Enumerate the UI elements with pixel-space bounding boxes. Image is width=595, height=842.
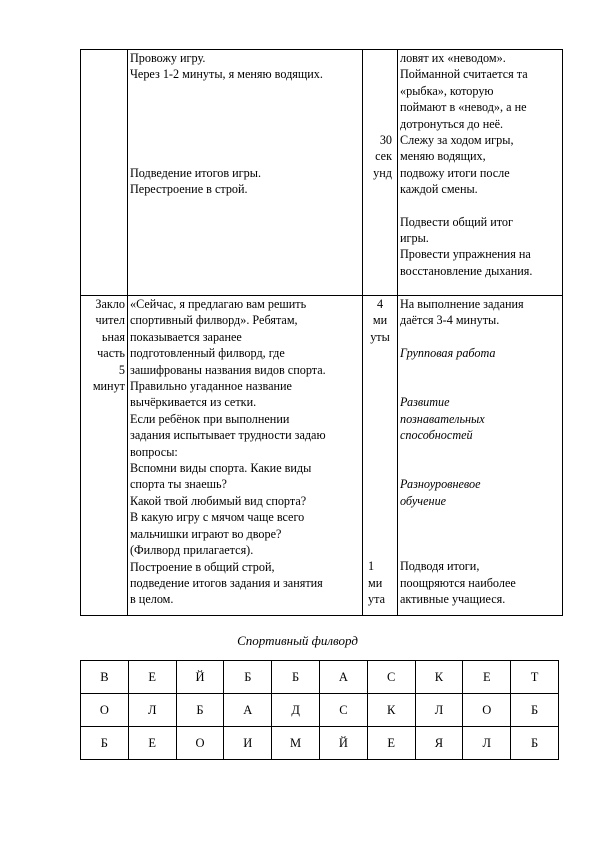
grid-row: [81, 661, 559, 694]
grid-cell[interactable]: Б: [272, 661, 320, 694]
method-label: обучение: [400, 493, 447, 508]
text-line: зашифрованы названия видов спорта.: [130, 362, 326, 377]
spacer: [400, 329, 560, 345]
grid-cell[interactable]: Б: [511, 694, 559, 727]
method-label: Разноуровневое: [400, 477, 481, 492]
text-line: (Филворд прилагается).: [130, 543, 254, 558]
grid-cell[interactable]: Е: [367, 727, 415, 760]
spacer: [400, 443, 560, 476]
stage-cell: [81, 296, 128, 616]
text-line: дотронуться до неё.: [400, 116, 504, 131]
duration-line: ми: [368, 575, 383, 590]
text-line: ловят их «неводом».: [400, 51, 506, 65]
spacer: [400, 509, 560, 558]
grid-cell[interactable]: Л: [415, 694, 463, 727]
duration-line: ми: [372, 313, 388, 328]
text-line: подвожу итоги после: [400, 165, 510, 180]
grid-cell[interactable]: А: [319, 661, 367, 694]
grid-cell[interactable]: Й: [176, 661, 224, 694]
grid-cell[interactable]: В: [81, 661, 129, 694]
text-line: каждой смены.: [400, 182, 478, 197]
grid-cell[interactable]: О: [463, 694, 511, 727]
text-line: поощряются наиболее: [400, 575, 516, 590]
text-line: вопросы:: [130, 444, 178, 459]
lesson-plan-table: [80, 49, 563, 616]
text-line: Слежу за ходом игры,: [400, 133, 514, 148]
filword-grid: [80, 660, 559, 760]
grid-cell[interactable]: Б: [224, 661, 272, 694]
text-line: задания испытывает трудности задаю: [130, 428, 326, 443]
grid-cell[interactable]: А: [224, 694, 272, 727]
stage-line: чител: [95, 313, 125, 328]
table-row: [81, 296, 563, 616]
grid-cell[interactable]: Я: [415, 727, 463, 760]
text-line: «рыбка», которую: [400, 83, 494, 98]
duration-cell: [363, 50, 398, 296]
text-line: вычёркивается из сетки.: [130, 395, 257, 410]
spacer: [365, 50, 395, 132]
grid-cell[interactable]: Е: [463, 661, 511, 694]
text-line: меняю водящих,: [400, 149, 486, 164]
grid-cell[interactable]: Л: [128, 694, 176, 727]
text-line: спорта ты знаешь?: [130, 477, 227, 492]
grid-cell[interactable]: Б: [511, 727, 559, 760]
text-line: показывается заранее: [130, 329, 242, 344]
text-line: Через 1-2 минуты, я меняю водящих.: [130, 67, 323, 82]
method-label: способностей: [400, 428, 473, 443]
stage-line: минут: [92, 379, 125, 394]
grid-cell[interactable]: Е: [128, 661, 176, 694]
grid-cell[interactable]: И: [224, 727, 272, 760]
text-line: восстановление дыхания.: [400, 263, 533, 278]
text-line: подготовленный филворд, где: [130, 346, 285, 361]
duration-line: ута: [368, 592, 385, 607]
duration-line: 4: [376, 297, 384, 311]
text-line: Построение в общий строй,: [130, 559, 275, 574]
grid-cell[interactable]: Е: [128, 727, 176, 760]
text-line: Правильно угаданное название: [130, 379, 292, 394]
teacher-activity-cell: [128, 296, 363, 616]
text-line: поймают в «невод», а не: [400, 100, 527, 115]
grid-cell[interactable]: Б: [176, 694, 224, 727]
text-line: в целом.: [130, 592, 174, 607]
stage-line: часть: [97, 346, 125, 361]
text-line: Какой твой любимый вид спорта?: [130, 493, 307, 508]
text-line: Перестроение в строй.: [130, 182, 248, 197]
notes-cell: [398, 296, 563, 616]
text-line: Подводя итоги,: [400, 559, 480, 574]
grid-cell[interactable]: К: [367, 694, 415, 727]
grid-cell[interactable]: Д: [272, 694, 320, 727]
notes-cell: [398, 50, 563, 296]
text-line: Вспомни виды спорта. Какие виды: [130, 461, 312, 476]
stage-cell: [81, 50, 128, 296]
text-line: В какую игру с мячом чаще всего: [130, 510, 305, 525]
teacher-activity-cell: [128, 50, 363, 296]
text-line: мальчишки играют во дворе?: [130, 526, 282, 541]
spacer: [365, 345, 395, 558]
text-line: «Сейчас, я предлагаю вам решить: [130, 297, 307, 311]
duration-line: 30: [379, 133, 392, 147]
spacer: [400, 361, 560, 394]
duration-line: уты: [370, 329, 390, 344]
stage-line: Закло: [95, 297, 125, 311]
grid-cell[interactable]: С: [319, 694, 367, 727]
duration-cell: [363, 296, 398, 616]
grid-row: [81, 727, 559, 760]
grid-row: [81, 694, 559, 727]
spacer: [130, 83, 360, 165]
stage-line: 5: [118, 362, 125, 377]
text-line: Провести упражнения на: [400, 247, 531, 262]
filword-caption: Спортивный филворд: [237, 633, 358, 648]
grid-cell[interactable]: С: [367, 661, 415, 694]
text-line: подведение итогов задания и занятия: [130, 575, 323, 590]
grid-cell[interactable]: Т: [511, 661, 559, 694]
grid-cell[interactable]: Б: [81, 727, 129, 760]
method-label: Групповая работа: [400, 345, 496, 360]
text-line: активные учащиеся.: [400, 592, 506, 607]
text-line: игры.: [400, 231, 429, 246]
grid-cell[interactable]: М: [272, 727, 320, 760]
text-line: Провожу игру.: [130, 51, 206, 65]
table-row: [81, 50, 563, 296]
duration-line: сек: [375, 149, 392, 164]
text-line: На выполнение задания: [400, 297, 524, 311]
method-label: познавательных: [400, 411, 485, 426]
method-label: Развитие: [400, 395, 450, 410]
text-line: даётся 3-4 минуты.: [400, 313, 500, 328]
grid-cell[interactable]: О: [176, 727, 224, 760]
text-line: Подвести общий итог: [400, 214, 513, 229]
text-line: спортивный филворд». Ребятам,: [130, 313, 298, 328]
stage-line: ьная: [101, 329, 125, 344]
grid-cell[interactable]: О: [81, 694, 129, 727]
grid-cell[interactable]: Л: [463, 727, 511, 760]
duration-line: унд: [373, 165, 392, 180]
grid-cell[interactable]: К: [415, 661, 463, 694]
grid-cell[interactable]: Й: [319, 727, 367, 760]
text-line: Если ребёнок при выполнении: [130, 411, 290, 426]
text-line: Подведение итогов игры.: [130, 165, 262, 180]
text-line: Пойманной считается та: [400, 67, 528, 82]
spacer: [400, 198, 560, 214]
duration-line: 1: [368, 559, 375, 574]
